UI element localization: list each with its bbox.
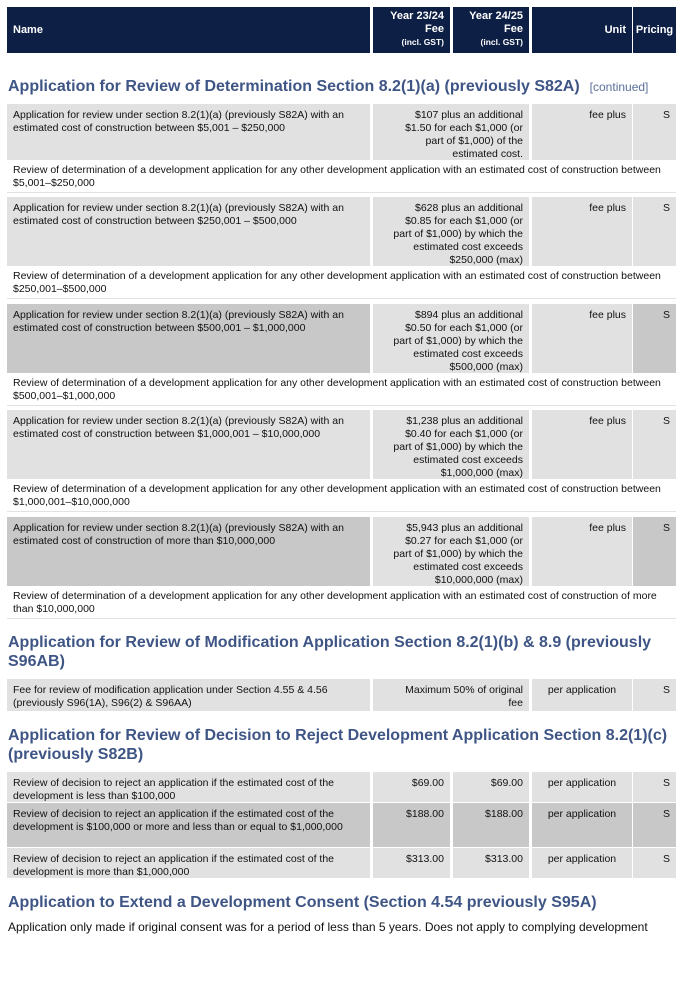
table-row-fee-year2: $313.00 xyxy=(453,848,529,878)
table-row-unit: fee plus xyxy=(532,517,632,586)
table-row-pricing: S xyxy=(633,304,676,373)
table-row-fee-year2: $188.00 xyxy=(453,803,529,847)
table-row-pricing: S xyxy=(633,197,676,266)
table-row-pricing: S xyxy=(633,803,676,847)
table-row-pricing: S xyxy=(633,679,676,711)
column-header-unit xyxy=(532,7,632,53)
table-row-description: Review of determination of a development application for any other development application with an estimated cost of construction between $1,000,001–$10,000,000 xyxy=(7,480,676,512)
table-row-unit: fee plus xyxy=(532,304,632,373)
table-row-name: Application for review under section 8.2(1)(a) (previously S82A) with an estimated cost of construction between $5,001 – $250,000 xyxy=(7,104,370,160)
table-row-unit: per application xyxy=(532,848,632,878)
table-row-description: Review of determination of a development application for any other development application with an estimated cost of construction of more than $10,000,000 xyxy=(7,587,676,619)
year2-gst-label: (incl. GST) xyxy=(480,37,523,47)
table-row-name: Review of decision to reject an application if the estimated cost of the development is less than $100,000 xyxy=(7,772,370,802)
table-row-unit: fee plus xyxy=(532,410,632,479)
table-row-fee-year1: $69.00 xyxy=(373,772,450,802)
extend-consent-note: Application only made if original consent was for a period of less than 5 years. Does not apply to complying development xyxy=(8,920,648,934)
table-row-fee-year1: $188.00 xyxy=(373,803,450,847)
table-row-pricing: S xyxy=(633,517,676,586)
column-header-year1 xyxy=(373,7,450,53)
table-row-pricing: S xyxy=(633,104,676,160)
table-row-name: Application for review under section 8.2(1)(a) (previously S82A) with an estimated cost of construction between $250,001 – $500,000 xyxy=(7,197,370,266)
table-row-fee: $894 plus an additional $0.50 for each $1,000 (or part of $1,000) by which the estimated cost exceeds $500,000 (max) xyxy=(373,304,529,373)
column-header-unit-label: Unit xyxy=(604,24,626,36)
table-row-unit: fee plus xyxy=(532,104,632,160)
table-row-description: Review of determination of a development application for any other development application with an estimated cost of construction between $500,001–$1,000,000 xyxy=(7,374,676,406)
table-row-fee: $5,943 plus an additional $0.27 for each $1,000 (or part of $1,000) by which the estimated cost exceeds $10,000,000 (max) xyxy=(373,517,529,586)
column-header-pricing-label: Pricing xyxy=(635,24,674,36)
table-row-unit: fee plus xyxy=(532,197,632,266)
table-row-fee: Maximum 50% of original fee xyxy=(373,679,529,711)
section-title: Application for Review of Determination Section 8.2(1)(a) (previously S82A) xyxy=(8,78,580,95)
table-row-unit: per application xyxy=(532,803,632,847)
table-row-unit: per application xyxy=(532,772,632,802)
table-row-description: Review of determination of a development application for any other development application with an estimated cost of construction between $250,001–$500,000 xyxy=(7,267,676,299)
year1-gst-label: (incl. GST) xyxy=(401,37,444,47)
column-header-name-label: Name xyxy=(13,24,43,36)
table-row-fee-year1: $313.00 xyxy=(373,848,450,878)
column-header-name xyxy=(7,7,370,53)
table-row-fee: $628 plus an additional $0.85 for each $1,000 (or part of $1,000) by which the estimated cost exceeds $250,000 (max) xyxy=(373,197,529,266)
table-row-name: Application for review under section 8.2(1)(a) (previously S82A) with an estimated cost of construction between $1,000,001 – $10,000,000 xyxy=(7,410,370,479)
year2-fee-label: Fee xyxy=(504,23,523,35)
table-row-name: Application for review under section 8.2(1)(a) (previously S82A) with an estimated cost of construction of more than $10,000,000 xyxy=(7,517,370,586)
table-row-name: Review of decision to reject an application if the estimated cost of the development is $100,000 or more and less than or equal to $1,000,000 xyxy=(7,803,370,847)
section-heading-review-modification: Application for Review of Modification Application Section 8.2(1)(b) & 8.9 (previously S96AB) xyxy=(8,634,652,670)
section-heading-review-reject: Application for Review of Decision to Reject Development Application Section 8.2(1)(c) (previously S82B) xyxy=(8,727,668,763)
table-row-pricing: S xyxy=(633,848,676,878)
table-row-name: Application for review under section 8.2(1)(a) (previously S82A) with an estimated cost of construction between $500,001 – $1,000,000 xyxy=(7,304,370,373)
table-row-name: Fee for review of modification application under Section 4.55 & 4.56 (previously S96(1A), S96(2) & S96AA) xyxy=(7,679,370,711)
section-heading-review-determination xyxy=(8,77,673,97)
table-row-fee: $107 plus an additional $1.50 for each $1,000 (or part of $1,000) of the estimated cost. xyxy=(373,104,529,160)
continued-label: [continued] xyxy=(589,80,649,94)
table-row-fee-year2: $69.00 xyxy=(453,772,529,802)
year1-fee-label: Fee xyxy=(425,23,444,35)
table-row-description: Review of determination of a development application for any other development application with an estimated cost of construction between $5,001–$250,000 xyxy=(7,161,676,193)
table-row-pricing: S xyxy=(633,410,676,479)
table-row-name: Review of decision to reject an application if the estimated cost of the development is more than $1,000,000 xyxy=(7,848,370,878)
table-row-fee: $1,238 plus an additional $0.40 for each $1,000 (or part of $1,000) by which the estimated cost exceeds $1,000,000 (max) xyxy=(373,410,529,479)
section-heading-extend-consent: Application to Extend a Development Consent (Section 4.54 previously S95A) xyxy=(8,894,597,911)
table-row-pricing: S xyxy=(633,772,676,802)
year1-label: Year 23/24 xyxy=(390,10,444,22)
table-row-unit: per application xyxy=(532,679,632,711)
year2-label: Year 24/25 xyxy=(469,10,523,22)
column-header-year2 xyxy=(453,7,529,53)
column-header-pricing xyxy=(633,7,676,53)
